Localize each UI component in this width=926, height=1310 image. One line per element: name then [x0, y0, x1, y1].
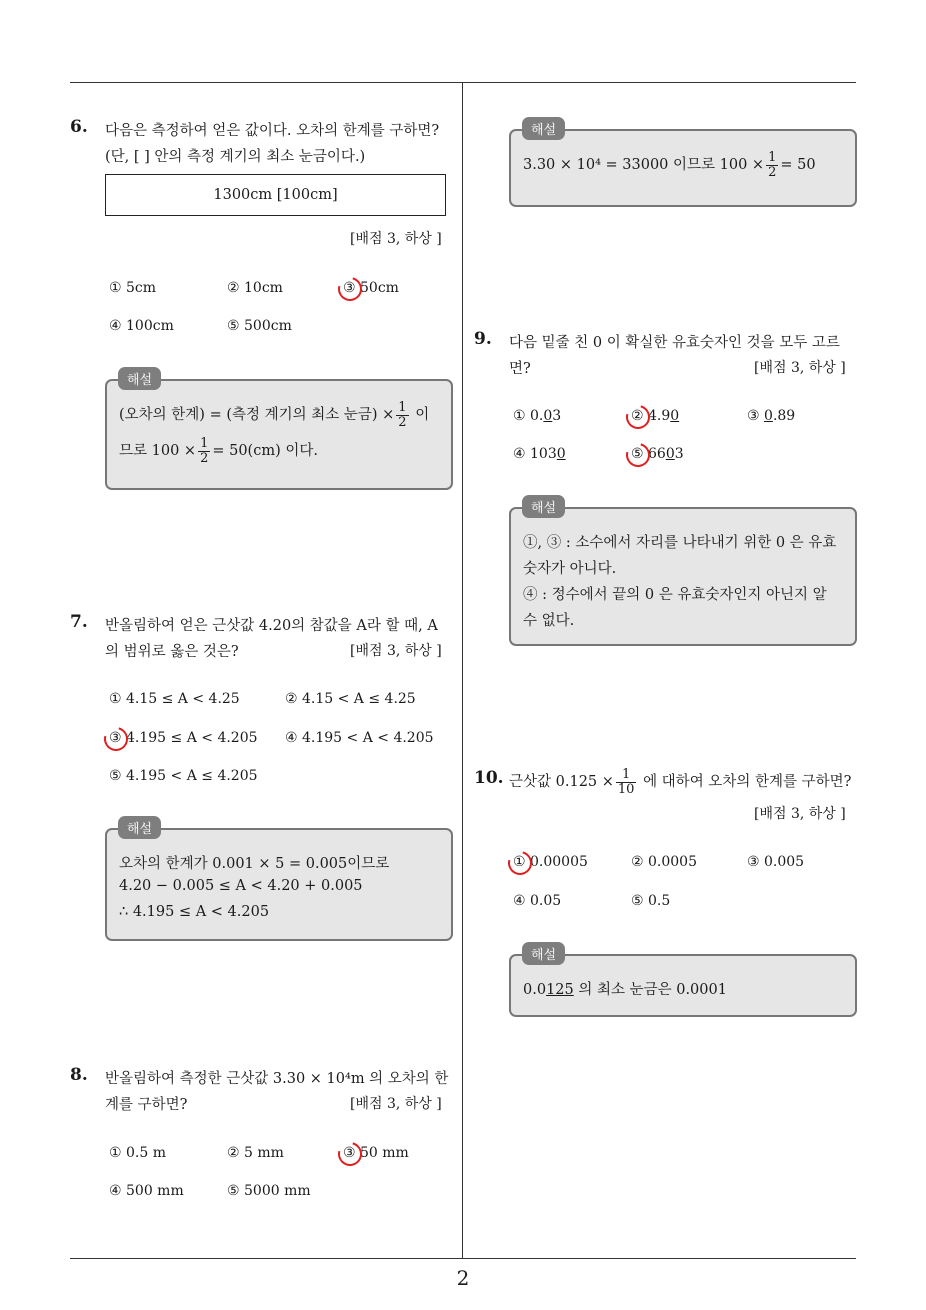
choice-2[interactable]: ② 0.0005 [631, 854, 697, 870]
solution-line: 4.20 − 0.005 ≤ A < 4.20 + 0.005 [119, 878, 363, 894]
choice-5[interactable]: ⑤ 5000 mm [227, 1183, 311, 1199]
question-number: 9. [474, 329, 492, 349]
choice-2[interactable]: ② 10cm [227, 280, 283, 296]
choice-2[interactable]: ② 4.15 < A ≤ 4.25 [285, 691, 416, 707]
solution-line: (오차의 한계) = (측정 계기의 최소 눈금) × $\frac{1}{2}$ 이 [119, 400, 430, 430]
fraction: $\frac{1}{2}$ [768, 150, 777, 180]
choice-5[interactable]: ⑤ 0.5 [631, 893, 671, 909]
solution-tag: 해설 [522, 942, 565, 965]
question-text: (단, [ ] 안의 측정 계기의 최소 눈금이다.) [105, 149, 366, 165]
choice-1[interactable]: ① 0.5 m [109, 1145, 166, 1161]
question-number: 7. [70, 612, 88, 632]
answer-mark [622, 401, 655, 434]
choice-3[interactable]: ③ 4.195 ≤ A < 4.205 [109, 730, 258, 746]
choice-2[interactable]: ② 4.90 [631, 408, 680, 424]
choice-1[interactable]: ① 5cm [109, 280, 157, 296]
solution-line: 수 없다. [523, 613, 575, 629]
question-text: 반올림하여 얻은 근삿값 4.20의 참값을 A라 할 때, A [105, 618, 438, 634]
answer-mark [334, 273, 367, 306]
question-text: 근삿값 0.125 × $\frac{1}{10}$ 에 대하여 오차의 한계를 구하면? [509, 767, 852, 797]
solution-box [105, 379, 453, 490]
solution-line: 므로 100 × $\frac{1}{2}$ = 50(cm) 이다. [119, 436, 318, 466]
question-text: 의 범위로 옳은 것은? [105, 644, 239, 660]
solution-tag: 해설 [118, 367, 161, 390]
answer-mark [622, 439, 655, 472]
answer-mark [100, 723, 133, 756]
question-text: 면? [509, 361, 531, 377]
choice-3[interactable]: ③ 0.005 [747, 854, 805, 870]
choice-4[interactable]: ④ 500 mm [109, 1183, 184, 1199]
answer-mark [504, 847, 537, 880]
question-number: 6. [70, 117, 88, 137]
choice-5[interactable]: ⑤ 6603 [631, 446, 684, 462]
fraction: $\frac{1}{2}$ [200, 436, 209, 466]
choice-2[interactable]: ② 5 mm [227, 1145, 284, 1161]
solution-line: ①, ③ : 소수에서 자리를 나타내기 위한 0 은 유효 [523, 535, 837, 551]
question-text: 계를 구하면? [105, 1097, 188, 1113]
choice-4[interactable]: ④ 100cm [109, 318, 174, 334]
solution-line: 0.0125 의 최소 눈금은 0.0001 [523, 982, 727, 998]
solution-tag: 해설 [522, 117, 565, 140]
choice-4[interactable]: ④ 4.195 < A < 4.205 [285, 730, 434, 746]
answer-mark [334, 1138, 367, 1171]
bottom-rule [70, 1258, 856, 1259]
choice-3[interactable]: ③ 0.89 [747, 408, 796, 424]
score-label: [배점 3, 하상 ] [754, 360, 846, 376]
fraction: $\frac{1}{2}$ [398, 400, 407, 430]
choice-4[interactable]: ④ 0.05 [513, 893, 562, 909]
score-label: [배점 3, 하상 ] [350, 231, 442, 247]
page-number: 2 [456, 1266, 470, 1290]
choice-5[interactable]: ⑤ 4.195 < A ≤ 4.205 [109, 768, 258, 784]
solution-box [105, 828, 453, 941]
solution-box [509, 507, 857, 646]
question-text: 반올림하여 측정한 근삿값 3.30 × 10⁴m 의 오차의 한 [105, 1071, 449, 1087]
fraction: $\frac{1}{10}$ [617, 767, 635, 797]
choice-1[interactable]: ① 0.00005 [513, 854, 588, 870]
question-text: 다음 밑줄 친 0 이 확실한 유효숫자인 것을 모두 고르 [509, 335, 840, 351]
choice-3[interactable]: ③ 50cm [343, 280, 399, 296]
question-number: 8. [70, 1065, 88, 1085]
solution-box [509, 129, 857, 207]
question-number: 10. [474, 768, 504, 788]
solution-tag: 해설 [522, 495, 565, 518]
solution-line: 숫자가 아니다. [523, 561, 617, 577]
top-rule [70, 82, 856, 83]
score-label: [배점 3, 하상 ] [350, 643, 442, 659]
solution-line: ∴ 4.195 ≤ A < 4.205 [119, 904, 270, 920]
choice-3[interactable]: ③ 50 mm [343, 1145, 409, 1161]
question-text: 다음은 측정하여 얻은 값이다. 오차의 한계를 구하면? [105, 123, 440, 139]
choice-5[interactable]: ⑤ 500cm [227, 318, 292, 334]
column-divider [462, 83, 463, 1258]
score-label: [배점 3, 하상 ] [350, 1096, 442, 1112]
score-label: [배점 3, 하상 ] [754, 806, 846, 822]
solution-line: 오차의 한계가 0.001 × 5 = 0.005이므로 [119, 856, 390, 872]
measurement-box: 1300cm [100cm] [105, 174, 446, 216]
solution-tag: 해설 [118, 816, 161, 839]
solution-line: 3.30 × 10⁴ = 33000 이므로 100 × $\frac{1}{2}$ = 50 [523, 150, 816, 180]
choice-4[interactable]: ④ 1030 [513, 446, 566, 462]
choice-1[interactable]: ① 4.15 ≤ A < 4.25 [109, 691, 240, 707]
solution-line: ④ : 정수에서 끝의 0 은 유효숫자인지 아닌지 알 [523, 587, 827, 603]
choice-1[interactable]: ① 0.03 [513, 408, 562, 424]
